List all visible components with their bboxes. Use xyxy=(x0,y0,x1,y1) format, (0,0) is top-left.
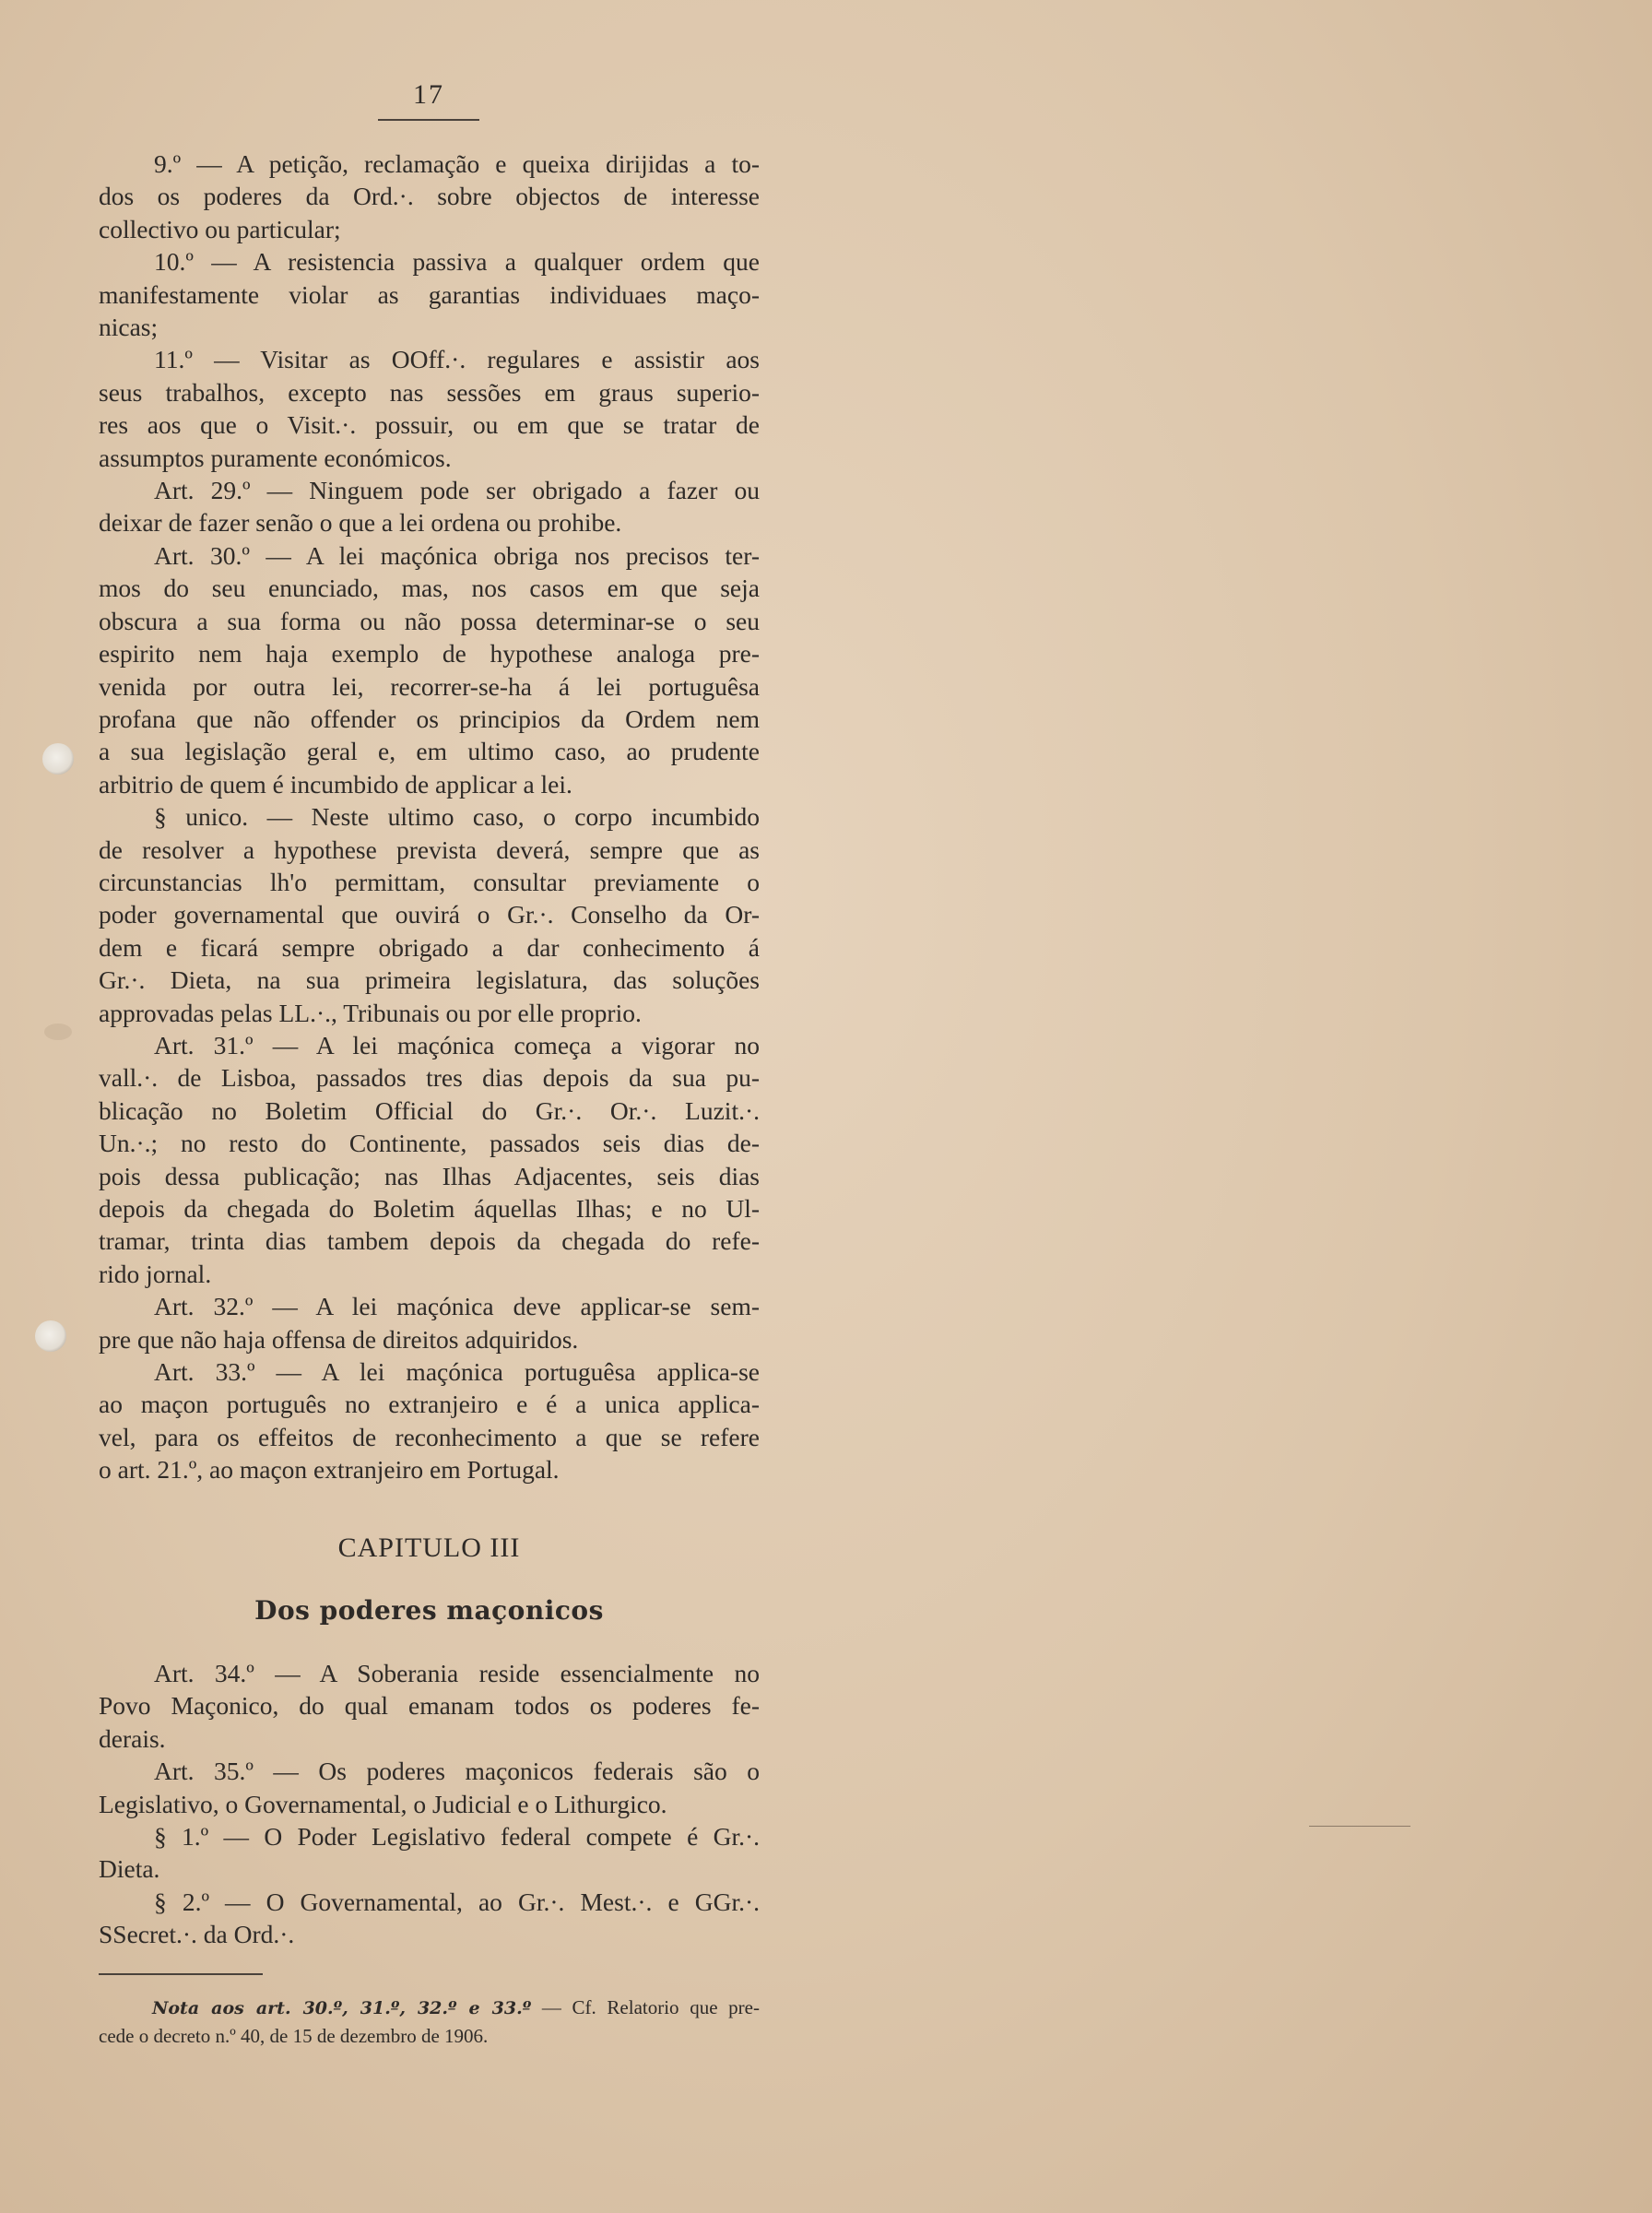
paper-stain xyxy=(44,1024,72,1040)
chapter-title: CAPITULO III xyxy=(337,1533,521,1563)
punch-hole xyxy=(35,1320,66,1352)
text-line: Art. 32.º — A lei maçónica deve applicar-se sem- xyxy=(154,1292,760,1321)
body-text-bottom xyxy=(99,1657,760,1951)
text-line: res aos que o Visit.·. possuir, ou em que se tratar de xyxy=(99,410,760,440)
text-line: § 1.º — O Poder Legislativo federal compete é Gr.·. xyxy=(154,1822,760,1852)
text-line: 11.º — Visitar as OOff.·. regulares e assistir aos xyxy=(154,345,760,374)
body-paragraph xyxy=(99,800,760,1029)
chapter-paragraph xyxy=(99,1657,760,1755)
page-number: 17 xyxy=(413,79,444,110)
text-line: deixar de fazer senão o que a lei ordena ou prohibe. xyxy=(99,508,622,538)
text-line: Dieta. xyxy=(99,1854,160,1884)
text-line: Gr.·. Dieta, na sua primeira legislatura, das soluções xyxy=(99,965,760,995)
text-line: nicas; xyxy=(99,313,159,342)
footnote-reference: Nota aos art. 30.º, 31.º, 32.º e 33.º xyxy=(152,1998,532,2018)
body-paragraph xyxy=(99,539,760,800)
text-line: derais. xyxy=(99,1723,166,1753)
text-line: Legislativo, o Governamental, o Judicial e o Lithurgico. xyxy=(99,1789,667,1818)
text-line: de resolver a hypothese prevista deverá, sempre que as xyxy=(99,834,760,864)
text-line: § 2.º — O Governamental, ao Gr.·. Mest.·. e GGr.·. xyxy=(154,1887,760,1916)
body-paragraph xyxy=(99,343,760,474)
section-title: Dos poderes maçonicos xyxy=(254,1595,604,1626)
text-line: § unico. — Neste ultimo caso, o corpo incumbido xyxy=(154,802,760,832)
text-line: blicação no Boletim Official do Gr.·. Or.·. Luzit.·. xyxy=(99,1095,760,1125)
text-line: a sua legislação geral e, em ultimo caso, ao prudente xyxy=(99,737,760,766)
chapter-paragraph xyxy=(99,1886,760,1951)
text-line: seus trabalhos, excepto nas sessões em graus superio- xyxy=(99,377,760,407)
text-line: Art. 31.º — A lei maçónica começa a vigorar no xyxy=(154,1030,760,1059)
body-paragraph xyxy=(99,1290,760,1355)
text-line: Art. 29.º — Ninguem pode ser obrigado a fazer ou xyxy=(154,476,760,505)
text-line: poder governamental que ouvirá o Gr.·. Conselho da Or- xyxy=(99,900,760,929)
text-line: mos do seu enunciado, mas, nos casos em que seja xyxy=(99,574,760,603)
body-paragraph xyxy=(99,1355,760,1486)
body-text-top xyxy=(99,148,760,1486)
text-line: vall.·. de Lisboa, passados tres dias depois da sua pu- xyxy=(99,1063,760,1093)
text-line: pois dessa publicação; nas Ilhas Adjacentes, seis dias xyxy=(99,1161,760,1190)
text-line: pre que não haja offensa de direitos adquiridos. xyxy=(99,1324,579,1354)
text-line: Un.·.; no resto do Continente, passados seis dias de- xyxy=(99,1129,760,1158)
text-line: Art. 34.º — A Soberania reside essencialmente no xyxy=(154,1659,760,1687)
text-line: arbitrio de quem é incumbido de applicar a lei. xyxy=(99,769,572,799)
text-line: approvadas pelas LL.·., Tribunais ou por elle proprio. xyxy=(99,998,642,1027)
footnote xyxy=(99,1994,760,2050)
text-line: assumptos puramente económicos. xyxy=(99,443,452,472)
text-line: dem e ficará sempre obrigado a dar conhecimento á xyxy=(99,932,760,962)
body-paragraph xyxy=(99,148,760,245)
body-paragraph xyxy=(99,1029,760,1290)
chapter-paragraph xyxy=(99,1820,760,1886)
text-line: ao maçon português no extranjeiro e é a unica applica- xyxy=(99,1390,760,1419)
text-line: rido jornal. xyxy=(99,1259,212,1288)
margin-mark xyxy=(1309,1826,1410,1827)
text-line: obscura a sua forma ou não possa determinar-se o seu xyxy=(99,606,760,635)
text-line: manifestamente violar as garantias individuaes maço- xyxy=(99,279,760,309)
text-line: o art. 21.º, ao maçon extranjeiro em Portugal. xyxy=(99,1455,560,1485)
text-line: profana que não offender os principios da Ordem nem xyxy=(99,704,760,733)
punch-hole xyxy=(42,743,74,775)
text-line: depois da chegada do Boletim áquellas Ilhas; e no Ul- xyxy=(99,1194,760,1223)
text-line: espirito nem haja exemplo de hypothese analoga pre- xyxy=(99,639,760,669)
footnote-rule xyxy=(99,1973,263,1975)
chapter-paragraph xyxy=(99,1755,760,1820)
footnote-text-2: cede o decreto n.º 40, de 15 de dezembro de 1906. xyxy=(99,2025,489,2047)
body-paragraph xyxy=(99,245,760,343)
text-line: vel, para os effeitos de reconhecimento a que se refere xyxy=(99,1422,760,1451)
text-line: Art. 30.º — A lei maçónica obriga nos precisos ter- xyxy=(154,540,760,570)
page-number-rule xyxy=(378,119,479,121)
text-line: Povo Maçonico, do qual emanam todos os poderes fe- xyxy=(99,1691,760,1721)
text-line: Art. 35.º — Os poderes maçonicos federais são o xyxy=(154,1757,760,1786)
text-line: 9.º — A petição, reclamação e queixa dirijidas a to- xyxy=(154,149,760,178)
text-line: 10.º — A resistencia passiva a qualquer ordem que xyxy=(154,247,760,277)
footnote-text-1: — Cf. Relatorio que pre- xyxy=(531,1996,760,2018)
text-line: dos os poderes da Ord.·. sobre objectos de interesse xyxy=(99,182,760,211)
text-line: tramar, trinta dias tambem depois da chegada do refe- xyxy=(99,1226,760,1256)
text-line: venida por outra lei, recorrer-se-ha á lei portuguêsa xyxy=(99,671,760,701)
text-line: SSecret.·. da Ord.·. xyxy=(99,1920,295,1949)
text-line: collectivo ou particular; xyxy=(99,214,341,243)
text-line: Art. 33.º — A lei maçónica portuguêsa applica-se xyxy=(154,1357,760,1387)
text-line: circunstancias lh'o permittam, consultar previamente o xyxy=(99,867,760,896)
body-paragraph xyxy=(99,474,760,539)
